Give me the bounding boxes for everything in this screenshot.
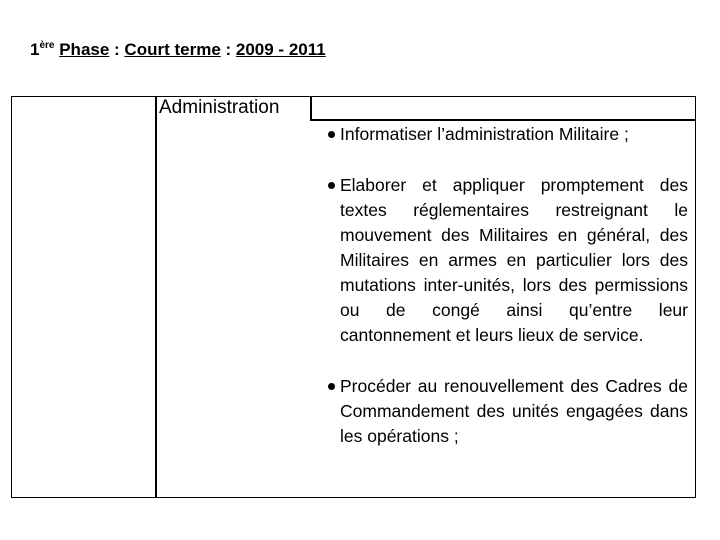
table-row-divider: [310, 119, 696, 121]
bullet-dot-icon: [328, 383, 335, 390]
heading-years: 2009 - 2011: [235, 40, 326, 59]
heading-superscript: ère: [39, 40, 55, 51]
heading-phase-label: Phase: [59, 40, 110, 59]
heading-separator-1: :: [109, 40, 125, 59]
heading-term-label: Court terme: [124, 40, 221, 59]
list-item-text: Informatiser l’administration Militaire ;: [340, 124, 629, 144]
table-label-divider: [310, 96, 312, 120]
table-column-divider: [155, 96, 157, 498]
page-heading: [30, 40, 326, 60]
list-item: [328, 173, 688, 348]
list-item-text: Procéder au renouvellement des Cadres de Commandement des unités engagées dans les opérations ;: [340, 376, 688, 446]
bullet-dot-icon: [328, 131, 335, 138]
list-item-text: Elaborer et appliquer promptement des textes réglementaires restreignant le mouvement des Militaires en général, des Militaires en armes en particulier lors des mutations inter-unités, lors des permissions ou de congé ainsi qu’entre leur cantonnement et leurs lieux de service.: [340, 175, 688, 345]
heading-ordinal: 1: [30, 40, 40, 59]
list-item: [328, 122, 688, 147]
list-item: [328, 374, 688, 449]
bullet-list: [328, 122, 688, 449]
bullet-dot-icon: [328, 182, 335, 189]
heading-separator-2: :: [220, 40, 236, 59]
section-label: Administration: [159, 97, 280, 118]
